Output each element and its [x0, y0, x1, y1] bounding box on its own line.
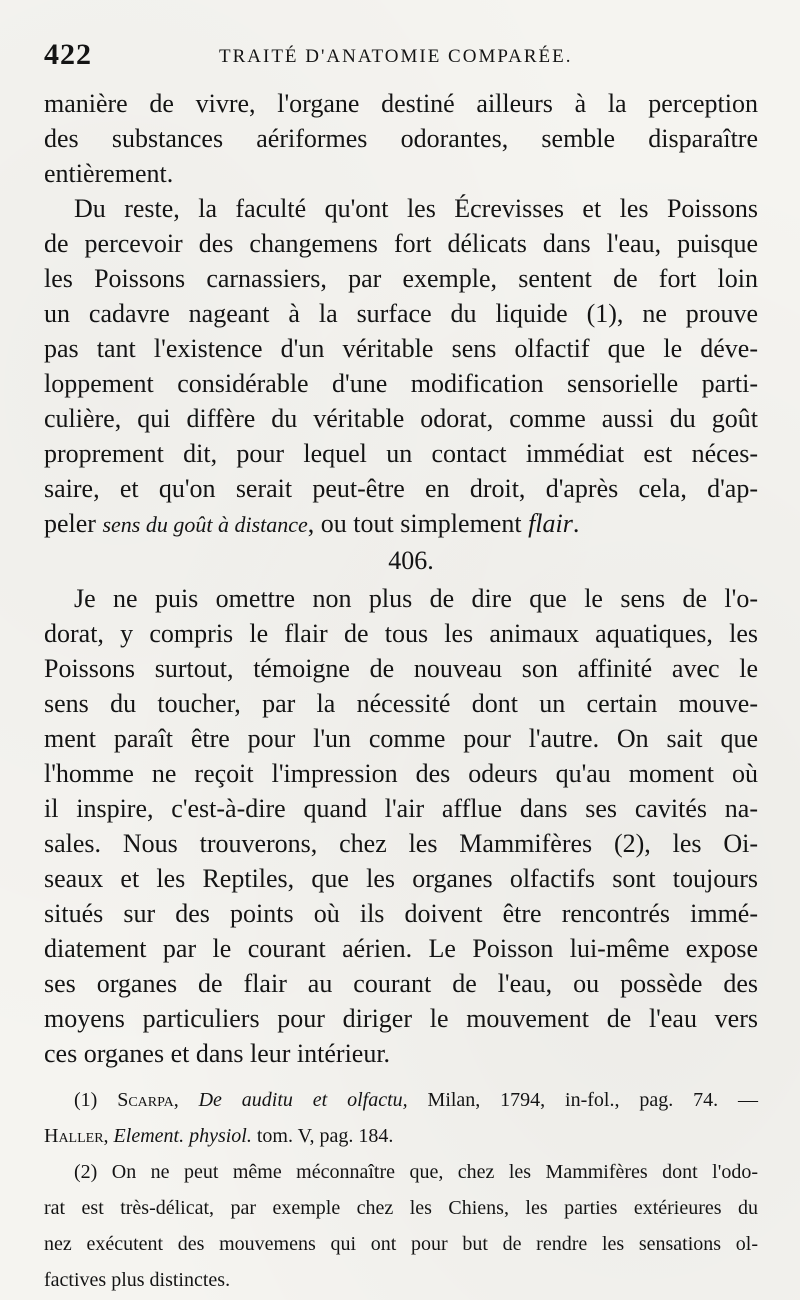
- text-line: Poissons surtout, témoigne de nouveau son affinité avec le: [44, 654, 758, 683]
- page-header: [44, 38, 756, 78]
- section-number: 406.: [388, 546, 434, 575]
- text-line: situés sur des points où ils doivent être rencontrés immé-: [44, 899, 758, 928]
- footnotes: [44, 1082, 758, 1298]
- footnote-title: Element. physiol.: [113, 1125, 252, 1147]
- text-line: Je ne puis omettre non plus de dire que le sens de l'o-: [74, 584, 758, 613]
- text-line: Du reste, la faculté qu'ont les Écrevisses et les Poissons: [74, 194, 758, 223]
- italic-phrase: sens du goût à distance: [102, 512, 308, 537]
- text-line: sales. Nous trouverons, chez les Mammifères (2), les Oi-: [44, 829, 758, 858]
- body-text: [44, 86, 758, 1071]
- text-line: de percevoir des changemens fort délicats dans l'eau, puisque: [44, 229, 758, 258]
- text-line: il inspire, c'est-à-dire quand l'air afflue dans ses cavités na-: [44, 794, 758, 823]
- text-line: dorat, y compris le flair de tous les animaux aquatiques, les: [44, 619, 758, 648]
- text-line: proprement dit, pour lequel un contact immédiat est néces-: [44, 439, 758, 468]
- text-line: pas tant l'existence d'un véritable sens olfactif que le déve-: [44, 334, 758, 363]
- text-line: des substances aériformes odorantes, semble disparaître: [44, 124, 758, 153]
- footnote-2-line: rat est très-délicat, par exemple chez les Chiens, les parties extérieures du: [44, 1197, 758, 1219]
- text-line: loppement considérable d'une modification sensorielle parti-: [44, 369, 758, 398]
- text-line: ces organes et dans leur intérieur.: [44, 1039, 391, 1068]
- text-line: l'homme ne reçoit l'impression des odeurs qu'au moment où: [44, 759, 758, 788]
- page-number: 422: [44, 38, 92, 71]
- footnote-1-line: [44, 1082, 758, 1118]
- running-title: TRAITÉ D'ANATOMIE COMPARÉE.: [219, 46, 573, 67]
- footnote-author: Haller,: [44, 1125, 109, 1147]
- text-line: [44, 506, 758, 541]
- footnote-marker: (1): [74, 1089, 98, 1111]
- text-fragment: .: [572, 509, 580, 538]
- footnote-2-line: nez exécutent des mouvemens qui ont pour but de rendre les sensations ol-: [44, 1233, 758, 1255]
- footnote-2-line: (2) On ne peut même méconnaître que, chez les Mammifères dont l'odo-: [74, 1161, 758, 1183]
- text-line: entièrement.: [44, 159, 174, 188]
- text-line: ses organes de flair au courant de l'eau, ou possède des: [44, 969, 758, 998]
- footnote-text: Milan, 1794, in-fol., pag. 74. —: [427, 1089, 758, 1111]
- italic-word: flair: [528, 509, 573, 538]
- text-line: manière de vivre, l'organe destiné ailleurs à la perception: [44, 89, 758, 118]
- text-line: moyens particuliers pour diriger le mouvement de l'eau vers: [44, 1004, 758, 1033]
- text-line: culière, qui diffère du véritable odorat, comme aussi du goût: [44, 404, 758, 433]
- footnote-author: Scarpa,: [117, 1089, 179, 1111]
- text-line: seaux et les Reptiles, que les organes olfactifs sont toujours: [44, 864, 758, 893]
- text-line: ment paraît être pour l'un comme pour l'autre. On sait que: [44, 724, 758, 753]
- text-line: les Poissons carnassiers, par exemple, sentent de fort loin: [44, 264, 758, 293]
- text-line: sens du toucher, par la nécessité dont un certain mouve-: [44, 689, 758, 718]
- footnote-2-line: factives plus distinctes.: [44, 1269, 231, 1291]
- text-line: diatement par le courant aérien. Le Poisson lui-même expose: [44, 934, 758, 963]
- footnote-text: tom. V, pag. 184.: [256, 1125, 394, 1147]
- text-line: saire, et qu'on serait peut-être en droit, d'après cela, d'ap-: [44, 474, 758, 503]
- footnote-1-line: [44, 1118, 758, 1154]
- text-fragment: , ou tout simplement: [307, 509, 522, 538]
- footnote-title: De auditu et olfactu,: [198, 1089, 408, 1111]
- text-fragment: peler: [44, 509, 96, 538]
- text-line: un cadavre nageant à la surface du liquide (1), ne prouve: [44, 299, 758, 328]
